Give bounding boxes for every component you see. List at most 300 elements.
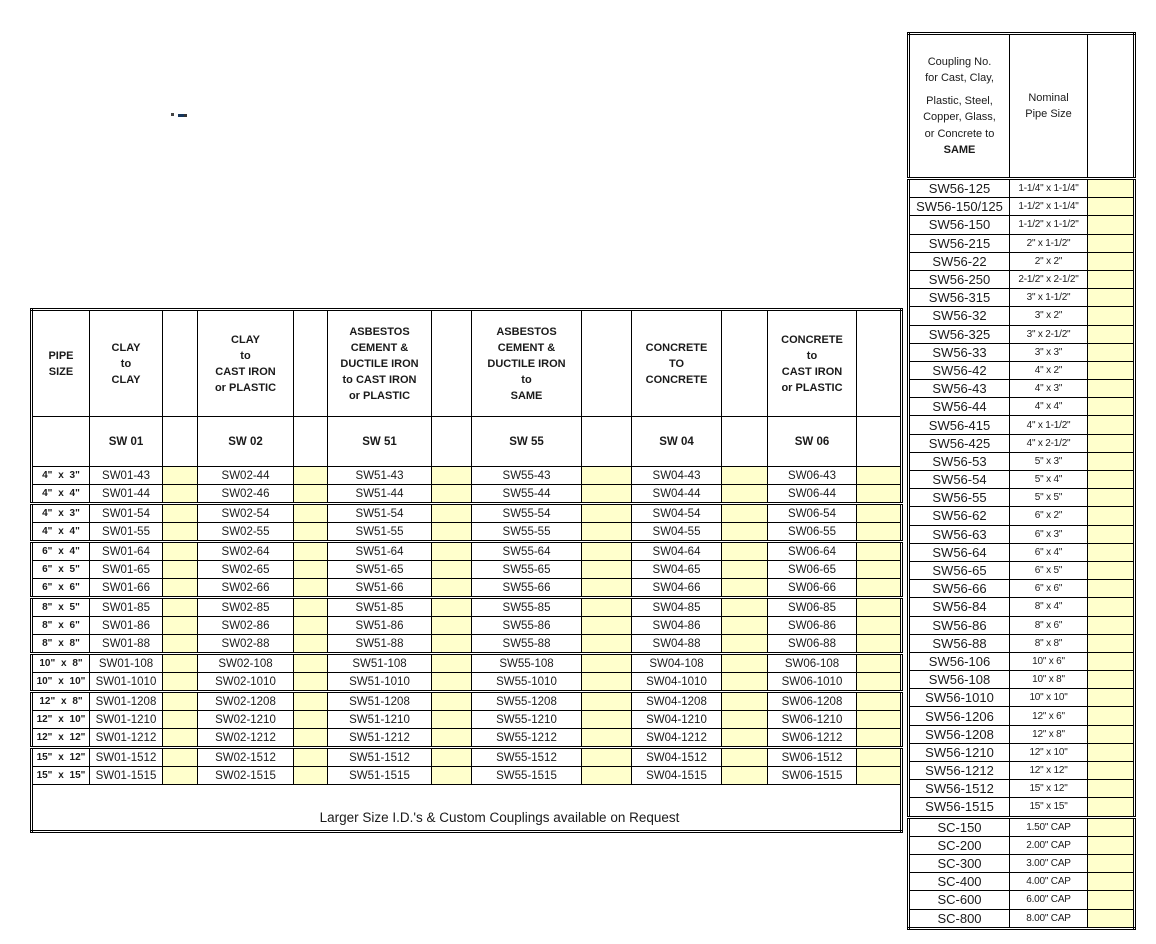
coupling-code-cell: SW01-108 bbox=[90, 654, 163, 673]
highlight-cell bbox=[722, 711, 768, 729]
column-title-cell bbox=[768, 310, 857, 417]
table-row bbox=[909, 798, 1135, 817]
spacer-header-cell bbox=[163, 417, 198, 467]
table-row bbox=[32, 504, 902, 523]
coupling-code-cell: SW01-66 bbox=[90, 579, 163, 598]
text-line: to bbox=[806, 349, 818, 362]
coupling-no-cell: SW56-1210 bbox=[909, 743, 1010, 761]
coupling-code-cell: SW06-1515 bbox=[768, 767, 857, 785]
nominal-size-cell: 2" x 2" bbox=[1010, 252, 1088, 270]
nominal-size-cell: 1.50" CAP bbox=[1010, 817, 1088, 836]
coupling-code-cell: SW04-1210 bbox=[632, 711, 722, 729]
coupling-code-cell: SW55-1512 bbox=[472, 748, 582, 767]
note-cell: Larger Size I.D.'s & Custom Couplings available on Request bbox=[32, 785, 902, 832]
table-row bbox=[909, 652, 1135, 670]
highlight-cell bbox=[294, 673, 328, 692]
table-row bbox=[909, 525, 1135, 543]
highlight-cell bbox=[582, 692, 632, 711]
table-row bbox=[909, 543, 1135, 561]
nominal-size-cell: 3" x 2" bbox=[1010, 307, 1088, 325]
highlight-cell bbox=[1088, 652, 1135, 670]
coupling-code-cell: SW02-108 bbox=[198, 654, 294, 673]
coupling-no-cell: SW56-53 bbox=[909, 452, 1010, 470]
coupling-no-cell: SW56-54 bbox=[909, 471, 1010, 489]
table-row bbox=[909, 891, 1135, 909]
coupling-selection-table bbox=[30, 308, 903, 833]
coupling-code-cell: SW04-66 bbox=[632, 579, 722, 598]
text-line: Copper, Glass, bbox=[923, 111, 996, 123]
table-row bbox=[909, 780, 1135, 798]
highlight-cell bbox=[432, 767, 472, 785]
coupling-code-cell: SW55-86 bbox=[472, 617, 582, 635]
coupling-code-cell: SW06-1212 bbox=[768, 729, 857, 748]
text-line: SAME bbox=[943, 144, 976, 156]
pipe-size-cell: 6" x 5" bbox=[32, 561, 90, 579]
spacer-header-cell bbox=[722, 417, 768, 467]
highlight-cell bbox=[582, 542, 632, 561]
text-line: CONCRETE bbox=[645, 341, 708, 354]
coupling-code-cell: SW55-66 bbox=[472, 579, 582, 598]
series-code-cell: SW 02 bbox=[198, 417, 294, 467]
highlight-cell bbox=[722, 467, 768, 485]
column-title-cell bbox=[472, 310, 582, 417]
table-row bbox=[909, 873, 1135, 891]
coupling-code-cell: SW55-1212 bbox=[472, 729, 582, 748]
highlight-cell bbox=[163, 542, 198, 561]
highlight-cell bbox=[432, 523, 472, 542]
coupling-no-cell: SW56-415 bbox=[909, 416, 1010, 434]
pipe-size-cell: 10" x 8" bbox=[32, 654, 90, 673]
text-line: CLAY bbox=[231, 333, 260, 346]
coupling-code-cell: SW01-1515 bbox=[90, 767, 163, 785]
highlight-cell bbox=[857, 542, 902, 561]
coupling-code-cell: SW06-1210 bbox=[768, 711, 857, 729]
table-row bbox=[909, 743, 1135, 761]
nominal-size-cell: 3" x 3" bbox=[1010, 343, 1088, 361]
text-line: CEMENT & bbox=[350, 341, 409, 354]
text-line: SIZE bbox=[48, 365, 74, 378]
coupling-code-cell: SW04-88 bbox=[632, 635, 722, 654]
table-row bbox=[909, 580, 1135, 598]
table-row bbox=[909, 270, 1135, 288]
nominal-size-cell: 8.00" CAP bbox=[1010, 909, 1088, 928]
table-row bbox=[909, 380, 1135, 398]
highlight-cell bbox=[1088, 671, 1135, 689]
nominal-size-cell: 3" x 1-1/2" bbox=[1010, 289, 1088, 307]
nominal-size-cell: 10" x 6" bbox=[1010, 652, 1088, 670]
coupling-no-cell: SC-150 bbox=[909, 817, 1010, 836]
coupling-code-cell: SW06-65 bbox=[768, 561, 857, 579]
series-code-cell: SW 01 bbox=[90, 417, 163, 467]
table-row bbox=[32, 692, 902, 711]
text-line: DUCTILE IRON bbox=[487, 357, 566, 370]
blank-cell bbox=[32, 417, 90, 467]
highlight-cell bbox=[163, 579, 198, 598]
spacer-header-cell bbox=[857, 310, 902, 417]
table-row bbox=[909, 452, 1135, 470]
coupling-code-cell: SW04-1212 bbox=[632, 729, 722, 748]
coupling-no-cell: SW56-32 bbox=[909, 307, 1010, 325]
text-line: TO bbox=[668, 357, 685, 370]
highlight-cell bbox=[857, 654, 902, 673]
highlight-cell bbox=[163, 729, 198, 748]
text-line: or PLASTIC bbox=[214, 381, 277, 394]
coupling-code-cell: SW01-1010 bbox=[90, 673, 163, 692]
nominal-size-cell: 2" x 1-1/2" bbox=[1010, 234, 1088, 252]
coupling-no-cell: SW56-33 bbox=[909, 343, 1010, 361]
coupling-code-cell: SW04-54 bbox=[632, 504, 722, 523]
highlight-cell bbox=[722, 561, 768, 579]
table-row bbox=[909, 762, 1135, 780]
coupling-code-cell: SW04-44 bbox=[632, 485, 722, 504]
nominal-size-cell: 6" x 2" bbox=[1010, 507, 1088, 525]
highlight-cell bbox=[294, 579, 328, 598]
table-row bbox=[909, 689, 1135, 707]
highlight-cell bbox=[1088, 873, 1135, 891]
table-row bbox=[909, 507, 1135, 525]
coupling-code-cell: SW04-1010 bbox=[632, 673, 722, 692]
text-line: ASBESTOS bbox=[496, 325, 557, 338]
highlight-cell bbox=[294, 635, 328, 654]
highlight-cell bbox=[582, 767, 632, 785]
coupling-no-cell: SW56-425 bbox=[909, 434, 1010, 452]
coupling-code-cell: SW04-65 bbox=[632, 561, 722, 579]
coupling-no-cell: SW56-66 bbox=[909, 580, 1010, 598]
table-row bbox=[909, 179, 1135, 198]
coupling-code-cell: SW55-55 bbox=[472, 523, 582, 542]
pipe-size-header bbox=[32, 310, 90, 417]
pipe-size-cell: 6" x 6" bbox=[32, 579, 90, 598]
highlight-cell bbox=[1088, 580, 1135, 598]
text-line: CAST IRON bbox=[215, 365, 276, 378]
highlight-cell bbox=[163, 711, 198, 729]
coupling-code-cell: SW01-44 bbox=[90, 485, 163, 504]
highlight-cell bbox=[1088, 561, 1135, 579]
highlight-cell bbox=[432, 579, 472, 598]
highlight-cell bbox=[1088, 252, 1135, 270]
highlight-cell bbox=[582, 711, 632, 729]
table-row bbox=[909, 817, 1135, 836]
highlight-cell bbox=[582, 635, 632, 654]
highlight-cell bbox=[432, 485, 472, 504]
highlight-cell bbox=[1088, 854, 1135, 872]
coupling-code-cell: SW02-86 bbox=[198, 617, 294, 635]
pipe-size-cell: 4" x 3" bbox=[32, 504, 90, 523]
nominal-size-cell: 6" x 5" bbox=[1010, 561, 1088, 579]
highlight-cell bbox=[582, 729, 632, 748]
highlight-cell bbox=[1088, 471, 1135, 489]
pipe-size-cell: 12" x 8" bbox=[32, 692, 90, 711]
coupling-no-header bbox=[909, 34, 1010, 179]
coupling-no-cell: SW56-325 bbox=[909, 325, 1010, 343]
coupling-code-cell: SW55-1208 bbox=[472, 692, 582, 711]
coupling-code-cell: SW51-88 bbox=[328, 635, 432, 654]
table-row bbox=[32, 542, 902, 561]
table-row bbox=[909, 616, 1135, 634]
text-line: Coupling No. bbox=[927, 55, 992, 68]
coupling-code-cell: SW06-64 bbox=[768, 542, 857, 561]
same-material-coupling-table bbox=[907, 32, 1136, 930]
coupling-code-cell: SW51-1208 bbox=[328, 692, 432, 711]
text-line: ASBESTOS bbox=[349, 325, 410, 338]
spacer-header-cell bbox=[432, 417, 472, 467]
coupling-no-cell: SW56-55 bbox=[909, 489, 1010, 507]
nominal-size-cell: 12" x 10" bbox=[1010, 743, 1088, 761]
highlight-cell bbox=[432, 561, 472, 579]
nominal-size-cell: 1-1/2" x 1-1/4" bbox=[1010, 198, 1088, 216]
highlight-cell bbox=[163, 617, 198, 635]
highlight-cell bbox=[1088, 361, 1135, 379]
highlight-cell bbox=[294, 729, 328, 748]
text-line: CONCRETE bbox=[781, 333, 843, 346]
highlight-cell bbox=[1088, 216, 1135, 234]
highlight-cell bbox=[582, 485, 632, 504]
coupling-code-cell: SW55-1010 bbox=[472, 673, 582, 692]
highlight-cell bbox=[1088, 616, 1135, 634]
coupling-code-cell: SW04-1208 bbox=[632, 692, 722, 711]
nominal-size-cell: 4" x 4" bbox=[1010, 398, 1088, 416]
nominal-size-cell: 4" x 3" bbox=[1010, 380, 1088, 398]
highlight-cell bbox=[857, 673, 902, 692]
highlight-cell bbox=[1088, 762, 1135, 780]
coupling-code-cell: SW51-86 bbox=[328, 617, 432, 635]
table-row bbox=[909, 634, 1135, 652]
text-line: SAME bbox=[510, 389, 543, 402]
coupling-code-cell: SW06-86 bbox=[768, 617, 857, 635]
text-line: DUCTILE IRON bbox=[340, 357, 419, 370]
coupling-no-cell: SW56-42 bbox=[909, 361, 1010, 379]
nominal-size-cell: 6" x 3" bbox=[1010, 525, 1088, 543]
coupling-code-cell: SW02-44 bbox=[198, 467, 294, 485]
highlight-cell bbox=[294, 748, 328, 767]
coupling-code-cell: SW55-1210 bbox=[472, 711, 582, 729]
nominal-size-cell: 6.00" CAP bbox=[1010, 891, 1088, 909]
highlight-cell bbox=[722, 485, 768, 504]
pipe-size-cell: 12" x 12" bbox=[32, 729, 90, 748]
nominal-size-cell: 12" x 12" bbox=[1010, 762, 1088, 780]
nominal-size-cell: 3.00" CAP bbox=[1010, 854, 1088, 872]
coupling-no-cell: SW56-215 bbox=[909, 234, 1010, 252]
coupling-code-cell: SW02-1210 bbox=[198, 711, 294, 729]
coupling-no-cell: SW56-62 bbox=[909, 507, 1010, 525]
highlight-cell bbox=[432, 692, 472, 711]
coupling-code-cell: SW01-64 bbox=[90, 542, 163, 561]
highlight-cell bbox=[857, 635, 902, 654]
coupling-no-cell: SW56-88 bbox=[909, 634, 1010, 652]
highlight-cell bbox=[1088, 179, 1135, 198]
highlight-cell bbox=[857, 767, 902, 785]
highlight-cell bbox=[294, 767, 328, 785]
highlight-cell bbox=[163, 673, 198, 692]
nominal-size-cell: 6" x 4" bbox=[1010, 543, 1088, 561]
table-row bbox=[32, 523, 902, 542]
coupling-code-cell: SW06-1208 bbox=[768, 692, 857, 711]
coupling-code-cell: SW51-66 bbox=[328, 579, 432, 598]
coupling-code-cell: SW51-43 bbox=[328, 467, 432, 485]
highlight-cell bbox=[1088, 325, 1135, 343]
coupling-code-cell: SW02-1208 bbox=[198, 692, 294, 711]
table-row bbox=[909, 854, 1135, 872]
series-codes-row bbox=[32, 417, 902, 467]
table-row bbox=[909, 416, 1135, 434]
highlight-cell bbox=[1088, 725, 1135, 743]
highlight-cell bbox=[294, 542, 328, 561]
coupling-code-cell: SW01-1212 bbox=[90, 729, 163, 748]
coupling-code-cell: SW02-1010 bbox=[198, 673, 294, 692]
spacer-header-cell bbox=[582, 417, 632, 467]
highlight-cell bbox=[163, 485, 198, 504]
highlight-cell bbox=[1088, 270, 1135, 288]
text-line: CLAY bbox=[111, 373, 141, 386]
spacer-header-cell bbox=[163, 310, 198, 417]
coupling-no-cell: SW56-1206 bbox=[909, 707, 1010, 725]
coupling-code-cell: SW55-1515 bbox=[472, 767, 582, 785]
highlight-cell bbox=[722, 542, 768, 561]
coupling-no-cell: SW56-1515 bbox=[909, 798, 1010, 817]
nominal-size-cell: 10" x 10" bbox=[1010, 689, 1088, 707]
nominal-size-cell: 15" x 15" bbox=[1010, 798, 1088, 817]
highlight-cell bbox=[163, 692, 198, 711]
table-row bbox=[909, 561, 1135, 579]
coupling-code-cell: SW55-54 bbox=[472, 504, 582, 523]
highlight-cell bbox=[432, 598, 472, 617]
coupling-code-cell: SW04-1515 bbox=[632, 767, 722, 785]
table-row bbox=[909, 289, 1135, 307]
coupling-no-cell: SW56-63 bbox=[909, 525, 1010, 543]
highlight-cell bbox=[857, 504, 902, 523]
coupling-code-cell: SW51-1010 bbox=[328, 673, 432, 692]
pipe-size-cell: 6" x 4" bbox=[32, 542, 90, 561]
nominal-size-cell: 5" x 4" bbox=[1010, 471, 1088, 489]
highlight-cell bbox=[1088, 707, 1135, 725]
highlight-cell bbox=[432, 673, 472, 692]
coupling-code-cell: SW01-65 bbox=[90, 561, 163, 579]
text-line: CAST IRON bbox=[781, 365, 843, 378]
column-title-cell bbox=[90, 310, 163, 417]
highlight-cell bbox=[432, 711, 472, 729]
highlight-cell bbox=[1088, 634, 1135, 652]
coupling-code-cell: SW01-88 bbox=[90, 635, 163, 654]
coupling-code-cell: SW55-65 bbox=[472, 561, 582, 579]
coupling-no-cell: SW56-1010 bbox=[909, 689, 1010, 707]
table-row bbox=[909, 361, 1135, 379]
highlight-cell bbox=[294, 692, 328, 711]
coupling-code-cell: SW02-1212 bbox=[198, 729, 294, 748]
table-row bbox=[909, 598, 1135, 616]
pipe-size-cell: 12" x 10" bbox=[32, 711, 90, 729]
pipe-size-cell: 15" x 15" bbox=[32, 767, 90, 785]
highlight-cell bbox=[857, 523, 902, 542]
spacer-header-cell bbox=[857, 417, 902, 467]
highlight-cell bbox=[163, 598, 198, 617]
column-title-cell bbox=[328, 310, 432, 417]
nominal-size-cell: 8" x 8" bbox=[1010, 634, 1088, 652]
nominal-size-cell: 4" x 2-1/2" bbox=[1010, 434, 1088, 452]
highlight-cell bbox=[722, 673, 768, 692]
coupling-code-cell: SW01-54 bbox=[90, 504, 163, 523]
highlight-cell bbox=[1088, 416, 1135, 434]
highlight-cell bbox=[163, 467, 198, 485]
highlight-cell bbox=[857, 692, 902, 711]
table-row bbox=[32, 467, 902, 485]
coupling-no-cell: SW56-315 bbox=[909, 289, 1010, 307]
highlight-cell bbox=[857, 561, 902, 579]
coupling-code-cell: SW02-66 bbox=[198, 579, 294, 598]
text-line: CONCRETE bbox=[645, 373, 708, 386]
highlight-cell bbox=[432, 654, 472, 673]
highlight-cell bbox=[857, 598, 902, 617]
table-row bbox=[32, 767, 902, 785]
highlight-cell bbox=[582, 523, 632, 542]
highlight-cell bbox=[1088, 798, 1135, 817]
table-row bbox=[909, 307, 1135, 325]
highlight-cell bbox=[163, 504, 198, 523]
coupling-no-cell: SW56-22 bbox=[909, 252, 1010, 270]
coupling-code-cell: SW06-1512 bbox=[768, 748, 857, 767]
highlight-cell bbox=[1088, 343, 1135, 361]
coupling-code-cell: SW04-86 bbox=[632, 617, 722, 635]
table-row bbox=[32, 561, 902, 579]
coupling-code-cell: SW02-88 bbox=[198, 635, 294, 654]
spacer-header-cell bbox=[294, 310, 328, 417]
nominal-size-cell: 15" x 12" bbox=[1010, 780, 1088, 798]
highlight-cell bbox=[857, 617, 902, 635]
table-row bbox=[909, 434, 1135, 452]
coupling-code-cell: SW55-108 bbox=[472, 654, 582, 673]
coupling-code-cell: SW55-64 bbox=[472, 542, 582, 561]
nominal-size-cell: 6" x 6" bbox=[1010, 580, 1088, 598]
highlight-cell bbox=[857, 485, 902, 504]
coupling-code-cell: SW02-64 bbox=[198, 542, 294, 561]
highlight-cell bbox=[1088, 689, 1135, 707]
coupling-code-cell: SW51-54 bbox=[328, 504, 432, 523]
text-line: to bbox=[521, 373, 532, 386]
table-row bbox=[32, 485, 902, 504]
highlight-cell bbox=[1088, 380, 1135, 398]
coupling-code-cell: SW01-1208 bbox=[90, 692, 163, 711]
highlight-cell bbox=[582, 617, 632, 635]
table-row bbox=[909, 909, 1135, 928]
coupling-code-cell: SW02-1512 bbox=[198, 748, 294, 767]
nominal-size-cell: 4.00" CAP bbox=[1010, 873, 1088, 891]
highlight-cell bbox=[294, 654, 328, 673]
text-line: Nominal bbox=[1028, 91, 1069, 104]
highlight-cell bbox=[582, 561, 632, 579]
coupling-no-cell: SW56-150/125 bbox=[909, 198, 1010, 216]
spacer-header-cell bbox=[722, 310, 768, 417]
coupling-code-cell: SW06-88 bbox=[768, 635, 857, 654]
highlight-cell bbox=[1088, 307, 1135, 325]
highlight-cell bbox=[294, 617, 328, 635]
highlight-cell bbox=[1088, 891, 1135, 909]
table-row bbox=[909, 836, 1135, 854]
table-row bbox=[32, 635, 902, 654]
column-title-cell bbox=[632, 310, 722, 417]
highlight-cell bbox=[432, 635, 472, 654]
coupling-code-cell: SW01-55 bbox=[90, 523, 163, 542]
coupling-no-cell: SW56-86 bbox=[909, 616, 1010, 634]
highlight-cell bbox=[1088, 198, 1135, 216]
blank-header-cell bbox=[1088, 34, 1135, 179]
text-line: Plastic, Steel, bbox=[926, 94, 993, 107]
coupling-code-cell: SW02-1515 bbox=[198, 767, 294, 785]
nominal-size-cell: 12" x 6" bbox=[1010, 707, 1088, 725]
highlight-cell bbox=[163, 523, 198, 542]
coupling-code-cell: SW06-1010 bbox=[768, 673, 857, 692]
text-line: to CAST IRON bbox=[342, 373, 417, 386]
highlight-cell bbox=[294, 561, 328, 579]
coupling-no-cell: SC-400 bbox=[909, 873, 1010, 891]
